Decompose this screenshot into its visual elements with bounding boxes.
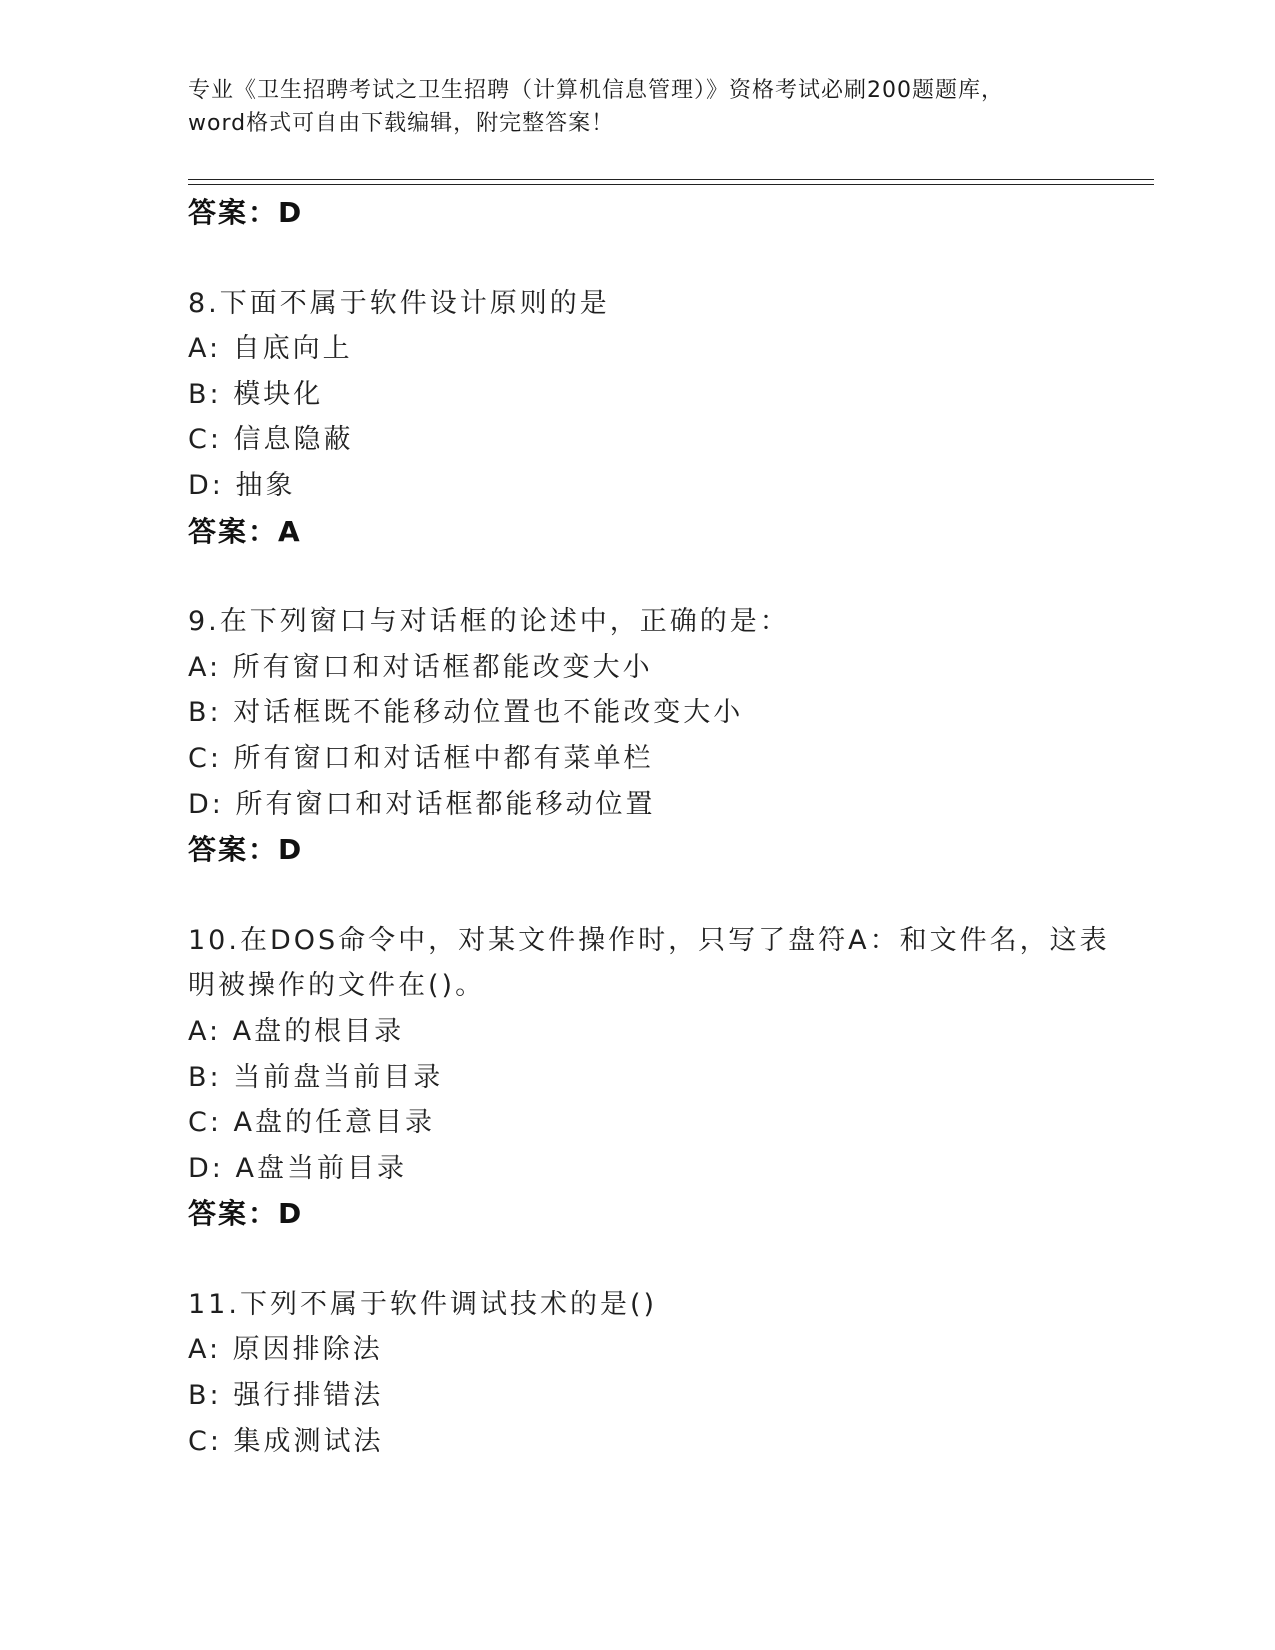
question-11-option-c: C: 集成测试法 [188,1425,384,1457]
question-10-stem-line-1: 10.在DOS命令中，对某文件操作时，只写了盘符A：和文件名，这表 [188,924,1110,956]
question-10-option-a: A: A盘的根目录 [188,1015,405,1047]
question-9-option-c: C: 所有窗口和对话框中都有菜单栏 [188,742,654,774]
question-10-option-d: D: A盘当前目录 [188,1152,407,1184]
question-10-option-c: C: A盘的任意目录 [188,1107,436,1139]
header-title-line-2: word格式可自由下载编辑，附完整答案！ [188,111,615,136]
question-9-option-a: A: 所有窗口和对话框都能改变大小 [188,651,653,683]
question-9-answer: 答案：D [188,833,304,867]
question-11-option-a: A: 原因排除法 [188,1334,383,1366]
question-9 [188,599,1148,873]
question-10-answer: 答案：D [188,1197,304,1231]
question-11-option-b: B: 强行排错法 [188,1380,384,1412]
question-10 [188,918,1148,1237]
header-divider-top [188,179,1154,180]
question-8 [188,281,1148,555]
question-9-stem: 9.在下列窗口与对话框的论述中，正确的是： [188,606,790,638]
question-8-option-d: D: 抽象 [188,469,296,501]
question-9-option-d: D: 所有窗口和对话框都能移动位置 [188,788,656,820]
previous-answer: 答案：D [188,196,304,229]
question-8-answer: 答案：A [188,514,302,548]
question-10-stem-line-2: 明被操作的文件在()。 [188,970,486,1002]
question-11 [188,1282,1148,1464]
question-8-option-a: A: 自底向上 [188,333,353,365]
question-11-stem: 11.下列不属于软件调试技术的是() [188,1288,658,1320]
header-divider-bottom [188,184,1154,185]
header-title-line-1: 专业《卫生招聘考试之卫生招聘（计算机信息管理）》资格考试必刷200题题库， [188,78,1004,103]
question-8-option-c: C: 信息隐蔽 [188,424,354,456]
question-8-option-b: B: 模块化 [188,378,324,410]
document-header [188,74,1088,140]
question-10-option-b: B: 当前盘当前目录 [188,1061,444,1093]
question-list [188,190,1148,1464]
question-9-option-b: B: 对话框既不能移动位置也不能改变大小 [188,697,744,729]
question-8-stem: 8.下面不属于软件设计原则的是 [188,287,610,319]
